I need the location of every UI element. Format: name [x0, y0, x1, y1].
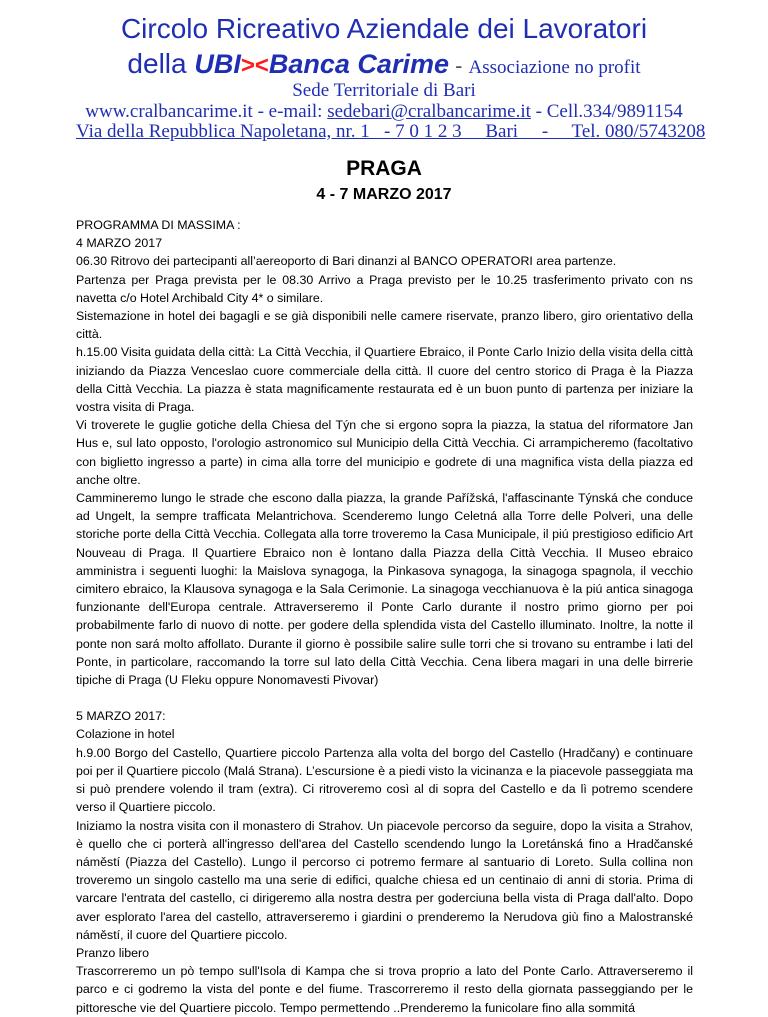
- paragraph: 06.30 Ritrovo dei partecipanti all’aereoporto di Bari dinanzi al BANCO OPERATORI area partenze.: [76, 254, 617, 269]
- word-ircolo: ircolo: [141, 13, 216, 44]
- paragraph: h.9.00 Borgo del Castello, Quartiere piccolo Partenza alla volta del borgo del Castello (Hradčany) e continuare poi per il Quartiere piccolo (Malá Strana). L’escursione è a piedi visto la vicinanza e la piacevole passeggiata ma si può prendere volendo il tram (extra). Ci ritroveremo così al di sopra del Castello e da lì potremo scendere verso il Quartiere piccolo.: [76, 745, 693, 815]
- brand-ubi: UBI: [194, 49, 241, 79]
- word-icreativo: icreativo: [236, 13, 347, 44]
- word-ziendale: ziendale dei: [365, 13, 523, 44]
- trip-dates: 4 - 7 MARZO 2017: [316, 186, 452, 203]
- paragraph: Partenza per Praga prevista per le 08.30 Arrivo a Praga previsto per le 10.25 trasferimento privato con ns navetta c/o Hotel Archibald City 4* o similare.: [76, 272, 693, 305]
- paragraph: 5 MARZO 2017:: [76, 709, 166, 724]
- word-avoratori: avoratori: [538, 13, 648, 44]
- paragraph: Pranzo libero: [76, 945, 150, 960]
- initial-a: A: [346, 13, 366, 44]
- seat-line: Sede Territoriale di Bari: [292, 80, 476, 101]
- cell-number: Cell.334/9891154: [546, 101, 683, 122]
- contact-line: www.cralbancarime.it - e-mail: sedebari@cralbancarime.it - Cell.334/9891154: [85, 101, 683, 122]
- paragraph-gap: [76, 689, 693, 707]
- paragraph: Sistemazione in hotel dei bagagli e se già disponibili nelle camere riservate, pranzo libero, giro orientativo della città.: [76, 309, 693, 342]
- email-link[interactable]: sedebari@cralbancarime.it: [327, 101, 531, 122]
- paragraph: Cammineremo lungo le strade che escono dalla piazza, la grande Pařížská, l'affascinante Týnská che conduce ad Ungelt, la sempre trafficata Melantrichova. Scenderemo lungo Celetná alla Torre delle Polveri, una delle storiche porte della Città Vecchia. Collegata alla torre troveremo la Casa Municipale, il piú prestigioso edificio Art Nouveau di Praga. Il Quartiere Ebraico non è lontano dalla Piazza della Città Vecchia. Il Museo ebraico amministra i seguenti luoghi: la Maislova synagoga, la Pinkasova synagoga, la sinagoga spagnola, il vecchio cimitero ebraico, la Klausova synagoga e la Sala Cerimonie. La sinagoga vecchianuova è la piú antica sinagoga funzionante dell'Europa centrale. Attraverseremo il Ponte Carlo durante il nostro primo giorno per poi probabilmente farlo di nuovo di notte. per godere della splendida vista del Castello illuminato. Inoltre, la notte il ponte non sará molto affollato. Durante il giorno è possibile salire sulle torri che si trovano su entrambe i lati del Ponte, in particolare, raccomando la torre sul lato della Città Vecchia. Cena libera magari in una delle birrerie tipiche di Praga (U Fleku oppure Nonomavesti Pivovar): [76, 491, 693, 688]
- initial-r: R: [215, 13, 237, 44]
- paragraph: Trascorreremo un pò tempo sull'Isola di Kampa che si trova proprio a lato del Ponte Carlo. Attraverseremo il parco e ci godremo la vista del ponte e del fiume. Trascorreremo il resto della giornata passeggiando per le pittoresche vie del Quartiere piccolo. Tempo permettendo ..Prenderemo la funicolare fino alla sommitá: [76, 964, 693, 1015]
- programme-body: [76, 216, 693, 1017]
- brand-separator: ><: [240, 52, 269, 79]
- website-text: www.cralbancarime.it: [85, 101, 253, 122]
- paragraph: PROGRAMMA DI MASSIMA :: [76, 218, 241, 232]
- prefix-della: della: [127, 48, 195, 79]
- email-label: e-mail:: [268, 101, 323, 122]
- association-name-line1: [0, 12, 768, 46]
- dash: -: [448, 53, 469, 78]
- address-line: Via della Repubblica Napoletana, nr. 1 - 7 0 1 2 3 Bari - Tel. 080/5743208: [76, 121, 706, 142]
- paragraph: h.15.00 Visita guidata della città: La Città Vecchia, il Quartiere Ebraico, il Ponte Carlo Inizio della visita della città iniziando da Piazza Venceslao cuore commerciale della città. Il cuore del centro storico di Praga è la Piazza della Città Vecchia. La piazza è stata magnificamente restaurata ed è un buon punto di partenza per iniziare la vostra visita di Praga.: [76, 345, 693, 415]
- initial-l: L: [522, 13, 539, 44]
- paragraph: Colazione in hotel: [76, 727, 175, 742]
- page-title: PRAGA: [346, 157, 422, 180]
- association-type: Associazione no profit: [468, 57, 641, 78]
- paragraph: 4 MARZO 2017: [76, 236, 163, 251]
- brand-banca-carime: Banca Carime: [268, 49, 449, 79]
- initial-c: C: [120, 13, 142, 44]
- paragraph: Vi troverete le guglie gotiche della Chiesa del Týn che si ergono sopra la piazza, la statua del riformatore Jan Hus e, sul lato opposto, l'orologio astronomico sul Municipio della Città Vecchia. Ci arrampicheremo (facoltativo con biglietto ingresso a parte) in cima alla torre del municipio e godrete di una magnifica vista della piazza ed anche oltre.: [76, 418, 693, 487]
- paragraph: Iniziamo la nostra visita con il monastero di Strahov. Un piacevole percorso da seguire, dopo la visita a Strahov, è quello che ci porterà all'ingresso dell'area del Castello scendendo lungo la Loretánská fino a Hradčanské náměstí (Piazza del Castello). Lungo il percorso ci potremo fermare al santuario di Loreto. Sulla collina non troveremo un singolo castello ma una serie di edifici, qualche chiesa ed un centinaio di anni di storia. Prima di varcare l'entrata del castello, ci dirigeremo alla nostra destra per goderciuna bella vista di Praga dall'alto. Dopo aver esplorato l'area del castello, attraverseremo i giardini o prenderemo la Nerudova giù fino a Malostranské náměstí, il cuore del Quartiere piccolo.: [76, 818, 693, 942]
